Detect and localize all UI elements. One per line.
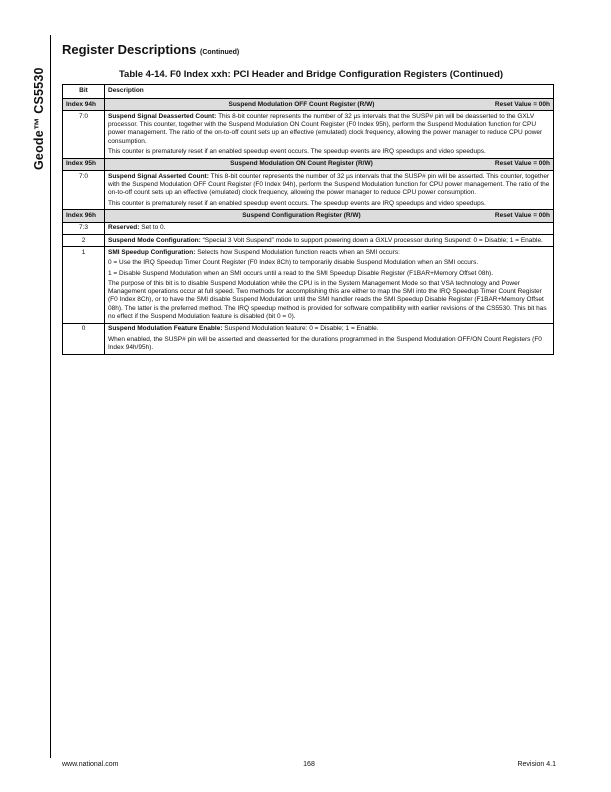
register-index: Index 95h xyxy=(63,158,105,170)
column-header-description: Description xyxy=(105,85,554,99)
bit-field: 7:0 xyxy=(63,111,105,159)
bit-field: 2 xyxy=(63,235,105,247)
bit-row xyxy=(63,171,554,210)
register-header-row xyxy=(63,210,554,222)
bit-title: Reserved: xyxy=(108,224,140,232)
table-caption: Table 4-14. F0 Index xxh: PCI Header and Bridge Configuration Registers (Continued) xyxy=(118,69,504,80)
bit-row xyxy=(63,222,554,234)
description-text: 1 = Disable Suspend Modulation when an SMI occurs until a read to the SMI Speedup Disable Register (F1BAR+Memory Offset 08h). xyxy=(108,269,494,277)
bit-row xyxy=(63,235,554,247)
register-header-info xyxy=(105,158,554,170)
side-title xyxy=(32,40,48,170)
footer-page-number: 168 xyxy=(303,761,315,768)
description-text: “Special 3 Volt Suspend” mode to support powering down a GXLV processor during Suspend: 0 = Disable; 1 = Enable. xyxy=(202,236,543,244)
register-header-info xyxy=(105,210,554,222)
bit-field: 7:0 xyxy=(63,171,105,210)
bit-title: Suspend Signal Deasserted Count: xyxy=(108,112,217,120)
description-text: This 8-bit counter represents the number of 32 µs intervals that the SUSP# pin will be asserted. This counter, together with the Suspend Modulation OFF Count Register (F0 Index 94h), perform the Suspend Modulation function for CPU power management. The ratio of the on-to-off count sets up an effective (emulated) clock frequency, allowing the power manager to reduce CPU power consumption. xyxy=(108,172,550,197)
description-text: When enabled, the SUSP# pin will be asserted and deasserted for the durations programmed in the Suspend Modulation OFF/ON Count Registers (F0 Index 94h/95h). xyxy=(108,335,542,351)
register-header-info xyxy=(105,99,554,111)
description-paragraph xyxy=(108,270,550,278)
section-title xyxy=(62,42,239,57)
register-header-line xyxy=(108,212,550,220)
footer-website: www.national.com xyxy=(62,761,119,768)
table-header-row xyxy=(63,85,554,99)
register-table-body xyxy=(63,99,554,355)
register-name: Suspend Modulation ON Count Register (R/W) xyxy=(230,160,373,168)
register-index: Index 96h xyxy=(63,210,105,222)
register-reset-value: Reset Value = 00h xyxy=(494,160,550,168)
register-header-line xyxy=(108,160,550,168)
description-text: The purpose of this bit is to disable Suspend Modulation while the CPU is in the System Management Mode so that VSA technology and Power Management operations occur at full speed. Two methods for accomplishing this are either to map the SMI into the IRQ Speedup Timer Count Register (F0 Index 8Ch), or to have the SMI disable Suspend Modulation until the SMI handler reads the SMI Speedup Disable Register (F1BAR+Memory Offset 08h). The latter is the preferred method. The IRQ speedup method is provided for software compatibility with earlier revisions of the CS5530. This bit has no effect if the Suspend Modulation feature is disabled (bit 0 = 0). xyxy=(108,279,547,321)
description-paragraph xyxy=(108,113,550,146)
description-paragraph xyxy=(108,280,550,322)
section-title-text: Register Descriptions xyxy=(62,42,197,57)
register-reset-value: Reset Value = 00h xyxy=(494,211,550,219)
bit-row xyxy=(63,111,554,159)
description-text: Suspend Modulation feature: 0 = Disable; 1 = Enable. xyxy=(224,325,379,333)
register-header-row xyxy=(63,158,554,170)
bit-field: 1 xyxy=(63,247,105,324)
register-index: Index 94h xyxy=(63,99,105,111)
bit-title: Suspend Modulation Feature Enable: xyxy=(108,325,223,333)
bit-description xyxy=(105,222,554,234)
bit-description xyxy=(105,171,554,210)
bit-title: Suspend Mode Configuration: xyxy=(108,236,201,244)
bit-field: 0 xyxy=(63,323,105,354)
bit-row xyxy=(63,247,554,324)
column-header-bit: Bit xyxy=(63,85,105,99)
bit-description xyxy=(105,247,554,324)
description-paragraph xyxy=(108,259,550,267)
description-paragraph xyxy=(108,224,550,232)
bit-title: Suspend Signal Asserted Count: xyxy=(108,172,209,180)
vertical-rule xyxy=(50,35,51,758)
footer-revision: Revision 4.1 xyxy=(517,761,556,768)
register-name: Suspend Configuration Register (R/W) xyxy=(242,211,361,219)
description-text: This counter is prematurely reset if an enabled speedup event occurs. The speedup events are IRQ speedups and video speedups. xyxy=(108,199,486,207)
register-header-row xyxy=(63,99,554,111)
register-reset-value: Reset Value = 00h xyxy=(494,100,550,108)
section-continued: (Continued) xyxy=(200,49,240,56)
register-table xyxy=(62,84,554,355)
description-text: Selects how Suspend Modulation function reacts when an SMI occurs: xyxy=(197,248,400,256)
description-text: This 8-bit counter represents the number of 32 µs intervals that the SUSP# pin will be deasserted to the GXLV processor. This counter, together with the Suspend Modulation ON Count Register (F0 Index 95h), perform the Suspend Modulation function for CPU power management. The ratio of the on-to-off count sets up an effective (emulated) clock frequency, allowing the power manager to reduce CPU power consumption. xyxy=(108,112,543,145)
register-header-line xyxy=(108,101,550,109)
bit-field: 7:3 xyxy=(63,222,105,234)
description-paragraph xyxy=(108,249,550,257)
description-text: 0 = Use the IRQ Speedup Timer Count Register (F0 Index 8Ch) to temporarily disable Suspend Modulation when an SMI occurs. xyxy=(108,259,479,267)
description-paragraph xyxy=(108,325,550,333)
bit-row xyxy=(63,323,554,354)
description-text: Set to 0. xyxy=(141,224,166,232)
register-name: Suspend Modulation OFF Count Register (R/W) xyxy=(228,100,375,108)
bit-description xyxy=(105,323,554,354)
description-paragraph xyxy=(108,148,550,156)
description-text: This counter is prematurely reset if an enabled speedup event occurs. The speedup events are IRQ speedups and video speedups. xyxy=(108,148,486,156)
description-paragraph xyxy=(108,237,550,245)
description-paragraph xyxy=(108,200,550,208)
description-paragraph xyxy=(108,336,550,353)
side-title-text: Geode™ CS5530 xyxy=(32,67,46,170)
bit-title: SMI Speedup Configuration: xyxy=(108,248,196,256)
description-paragraph xyxy=(108,173,550,198)
bit-description xyxy=(105,235,554,247)
bit-description xyxy=(105,111,554,159)
